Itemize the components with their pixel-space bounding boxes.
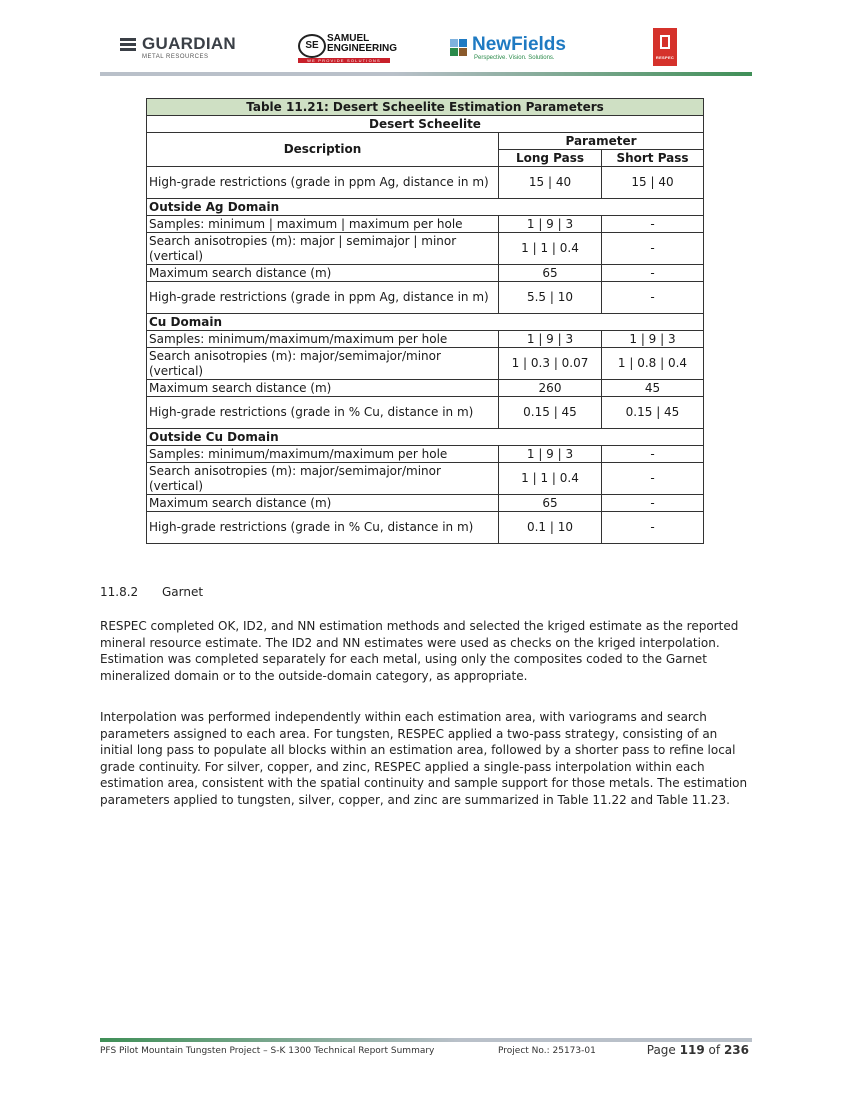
footer-rule [100,1038,752,1042]
cell-long-pass: 1 | 9 | 3 [499,446,602,463]
cell-description: Maximum search distance (m) [147,265,499,282]
cell-long-pass: 5.5 | 10 [499,282,602,314]
table-row [147,331,704,348]
guardian-logo-sub: METAL RESOURCES [142,54,209,60]
cell-short-pass: 1 | 0.8 | 0.4 [602,348,704,380]
col-header-short-pass: Short Pass [602,150,704,167]
cell-short-pass: - [602,282,704,314]
cell-description: High-grade restrictions (grade in ppm Ag, distance in m) [147,167,499,199]
section-label: Outside Ag Domain [147,199,704,216]
page-of: of [708,1043,721,1057]
samuel-logo-line1: SAMUEL [327,33,370,44]
paragraph-text: Interpolation was performed independently within each estimation area, with variograms and search parameters assigned to each area. For tungsten, RESPEC applied a two-pass strategy, consisting of an initial long pass to populate all blocks within an estimation area, followed by a shorter pass to refine local grade continuity. For silver, copper, and zinc, RESPEC applied a single-pass interpolation within each estimation area, consistent with the spatial continuity and sample support for those metals. The estimation parameters applied to tungsten, silver, copper, and zinc are summarized in Table 11.22 and Table 11.23. [100,710,748,807]
col-header-long-pass: Long Pass [499,150,602,167]
paragraph-1 [100,618,750,684]
table-row [147,397,704,429]
section-title: Garnet [162,585,204,599]
se-badge-icon: SE [298,34,326,58]
section-label: Cu Domain [147,314,704,331]
samuel-engineering-logo [298,33,398,64]
page-header [100,26,752,74]
table-row [147,348,704,380]
cell-description: Search anisotropies (m): major/semimajor/minor (vertical) [147,348,499,380]
paragraph-text: RESPEC completed OK, ID2, and NN estimation methods and selected the kriged estimate as the reported mineral resource estimate. The ID2 and NN estimates were used as checks on the kriged interpolation. Estimation was completed separately for each metal, using only the composites coded to the Garnet mineralized domain or to the outside-domain category, as appropriate. [100,619,739,683]
cell-description: Search anisotropies (m): major/semimajor/minor (vertical) [147,463,499,495]
table-row [147,512,704,544]
table-row [147,463,704,495]
cell-description: Search anisotropies (m): major | semimajor | minor (vertical) [147,233,499,265]
cell-short-pass: - [602,233,704,265]
cell-short-pass: 15 | 40 [602,167,704,199]
cell-long-pass: 15 | 40 [499,167,602,199]
section-number: 11.8.2 [100,585,139,599]
newfields-squares-icon [450,39,468,57]
page-total: 236 [723,1043,749,1057]
cell-long-pass: 1 | 9 | 3 [499,216,602,233]
page-label: Page [646,1043,676,1057]
cell-long-pass: 0.15 | 45 [499,397,602,429]
table-caption: Table 11.21: Desert Scheelite Estimation Parameters [147,99,704,116]
col-header-description: Description [147,133,499,167]
newfields-logo-name: NewFields [472,34,566,55]
guardian-logo-name: GUARDIAN [142,34,237,53]
table-section-row [147,314,704,331]
cell-short-pass: - [602,446,704,463]
footer-project-number: Project No.: 25173-01 [498,1046,596,1056]
cell-long-pass: 260 [499,380,602,397]
table-row [147,233,704,265]
header-rule [100,72,752,76]
cell-description: Samples: minimum/maximum/maximum per hole [147,446,499,463]
cell-long-pass: 1 | 1 | 0.4 [499,463,602,495]
estimation-parameters-table [146,98,704,544]
cell-short-pass: - [602,463,704,495]
guardian-lines-icon [120,38,136,53]
cell-long-pass: 1 | 9 | 3 [499,331,602,348]
respec-mark-icon [660,35,670,49]
table-row [147,380,704,397]
paragraph-2 [100,709,750,808]
cell-description: Maximum search distance (m) [147,380,499,397]
table-subtitle: Desert Scheelite [147,116,704,133]
footer-page-number [647,1043,749,1057]
cell-short-pass: 0.15 | 45 [602,397,704,429]
cell-description: Maximum search distance (m) [147,495,499,512]
cell-short-pass: - [602,512,704,544]
cell-description: Samples: minimum | maximum | maximum per hole [147,216,499,233]
cell-description: Samples: minimum/maximum/maximum per hole [147,331,499,348]
table-section-row [147,199,704,216]
cell-description: High-grade restrictions (grade in % Cu, distance in m) [147,397,499,429]
col-header-parameter: Parameter [499,133,704,150]
cell-short-pass: 45 [602,380,704,397]
cell-description: High-grade restrictions (grade in % Cu, distance in m) [147,512,499,544]
cell-long-pass: 65 [499,265,602,282]
table-row [147,282,704,314]
footer-project-title: PFS Pilot Mountain Tungsten Project – S-K 1300 Technical Report Summary [100,1046,435,1056]
cell-long-pass: 1 | 0.3 | 0.07 [499,348,602,380]
table-row [147,167,704,199]
samuel-logo-line2: ENGINEERING [327,43,398,54]
cell-long-pass: 1 | 1 | 0.4 [499,233,602,265]
cell-description: High-grade restrictions (grade in ppm Ag, distance in m) [147,282,499,314]
cell-short-pass: 1 | 9 | 3 [602,331,704,348]
section-heading [100,585,203,599]
cell-long-pass: 65 [499,495,602,512]
respec-logo-name: RESPEC [655,55,675,60]
table-row [147,495,704,512]
table-row [147,216,704,233]
respec-logo [653,28,677,66]
table-row [147,446,704,463]
cell-short-pass: - [602,495,704,512]
cell-short-pass: - [602,265,704,282]
page-current: 119 [679,1043,705,1057]
section-label: Outside Cu Domain [147,429,704,446]
newfields-logo-tagline: Perspective. Vision. Solutions. [474,55,555,61]
table-section-row [147,429,704,446]
table-row [147,265,704,282]
cell-long-pass: 0.1 | 10 [499,512,602,544]
cell-short-pass: - [602,216,704,233]
samuel-logo-tagline: WE PROVIDE SOLUTIONS [298,58,390,63]
